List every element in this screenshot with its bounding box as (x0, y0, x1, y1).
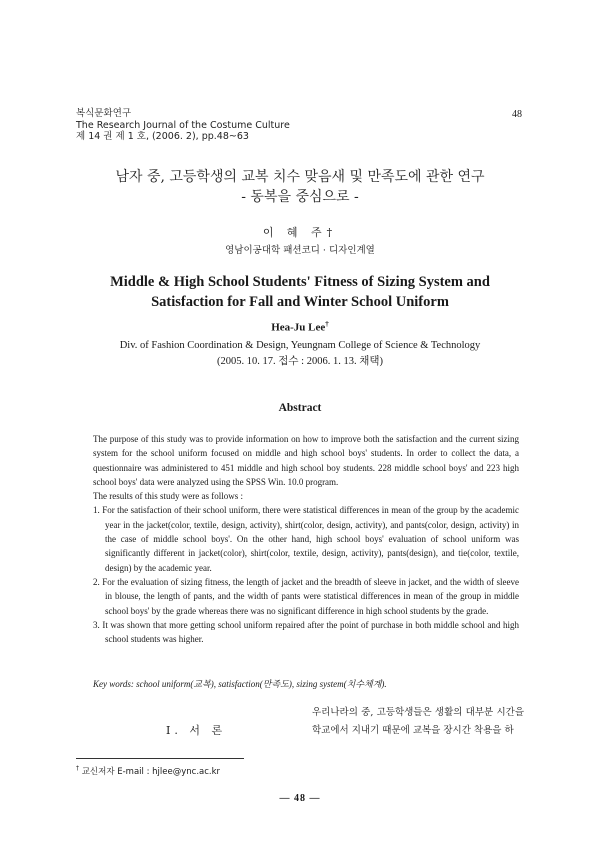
journal-volume: 제 14 권 제 1 호, (2006. 2), pp.48~63 (76, 131, 249, 142)
korean-title (0, 167, 600, 207)
journal-name-kr: 복식문화연구 (76, 108, 132, 119)
korean-title-sub: - 동복을 중심으로 - (241, 189, 359, 205)
page-number: 48 (512, 109, 522, 120)
english-title-line2: Satisfaction for Fall and Winter School Uniform (151, 294, 449, 310)
footnote-mark: † (76, 765, 79, 773)
abstract-result-item: 3. It was shown that more getting school uniform repaired after the point of purchase in both middle school and high school students was higher. (93, 619, 519, 645)
abstract-intro: The purpose of this study was to provide information on how to improve both the satisfaction and the current sizing system for the school uniform focused on middle and high school boys' students. In order to collect the data, a questionnaire was administered to 451 middle and high school boy students. 228 middle school boys' and 223 high school boys' data were analyzed using the SPSS Win. 10.0 program. (93, 434, 519, 487)
english-author-name: Hea-Ju Lee (271, 321, 326, 334)
corresponding-author-mark: † (325, 320, 329, 328)
introduction-text: 우리나라의 중, 고등학생들은 생활의 대부분 시간을 학교에서 지내기 때문에 교복을 장시간 착용을 하 (312, 707, 524, 736)
footnote-divider (76, 758, 244, 759)
abstract-result-item: 2. For the evaluation of sizing fitness, the length of jacket and the breadth of sleeve in jacket, and the width of sleeve in blouse, the length of pants, and the width of pants were statistical differences in mean of the group in middle school boys' by the grade whereas there was no significant difference in high school students by the grade. (93, 576, 519, 616)
korean-affiliation: 영남이공대학 패션코디 · 디자인계열 (225, 245, 375, 256)
abstract-results-list (93, 503, 519, 646)
page-footer: — 48 — (279, 793, 321, 804)
journal-name-en: The Research Journal of the Costume Culture (76, 119, 290, 131)
korean-title-main: 남자 중, 고등학생의 교복 치수 맞음새 및 만족도에 관한 연구 (115, 169, 485, 185)
affiliation-text: Div. of Fashion Coordination & Design, Yeungnam College of Science & Technology (119, 340, 481, 351)
english-title-line1: Middle & High School Students' Fitness of Sizing System and (110, 274, 490, 290)
section-title: I. 서 론 (166, 724, 227, 737)
english-title (0, 272, 600, 312)
abstract-result-item: 1. For the satisfaction of their school uniform, there were statistical differences in mean of the group by the academic year in the jacket(color, textile, design, activity), shirt(color, design, activity), and pants(color, design, activity) in the case of middle school boys'. On the other hand, high school boys' evaluation of school uniform was significantly different in jacket(color), shirt(color, textile, design, activity), pants(design), and tie(color, textile, design) by the academic year. (93, 505, 519, 573)
korean-author: 이 혜 주† (262, 226, 338, 239)
abstract-results-lead: The results of this study were as follows : (93, 491, 243, 502)
submission-dates: (2005. 10. 17. 접수 : 2006. 1. 13. 채택) (217, 356, 383, 367)
english-author (0, 320, 600, 334)
keywords: Key words: school uniform(교복), satisfaction(만족도), sizing system(치수체계). (93, 679, 387, 689)
abstract-body (93, 432, 519, 646)
footnote (76, 765, 220, 777)
abstract-heading: Abstract (278, 402, 322, 414)
english-affiliation (0, 338, 600, 370)
journal-header (76, 108, 290, 143)
footnote-text: 교신저자 E-mail : hjlee@ync.ac.kr (81, 767, 221, 777)
